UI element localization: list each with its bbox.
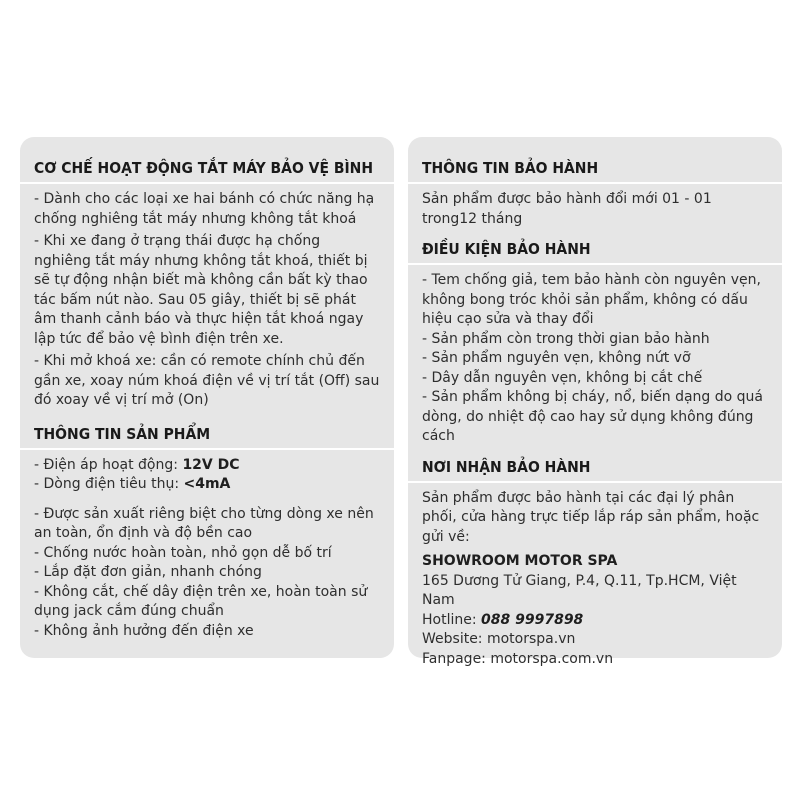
mechanism-item: - Khi xe đang ở trạng thái được hạ chống nghiêng tắt máy nhưng không tắt khoá, thiết bị sẽ tự động nhận biết mà không cần bất kỳ thao tác bấm nút nào. Sau 05 giây, thiết bị sẽ phát âm thanh cảnh báo và thực hiện tắt khoá ngay lập tức để bảo vệ bình điện trên xe. <box>34 233 368 347</box>
current-value: <4mA <box>183 476 231 492</box>
condition-item: - Sản phẩm nguyên vẹn, không nứt vỡ <box>422 350 691 366</box>
feature-item: - Không ảnh hưởng đến điện xe <box>34 622 254 639</box>
right-panel <box>408 137 782 667</box>
section-divider <box>20 182 394 184</box>
product-info-title: THÔNG TIN SẢN PHẨM <box>34 424 211 443</box>
feature-item: - Chống nước hoàn toàn, nhỏ gọn dễ bố trí <box>34 544 332 561</box>
hotline-value[interactable]: 088 9997898 <box>481 611 584 628</box>
condition-item: - Sản phẩm còn trong thời gian bảo hành <box>422 330 710 347</box>
feature-item: - Không cắt, chế dây điện trên xe, hoàn toàn sử dụng jack cắm đúng chuẩn <box>34 583 368 619</box>
left-panel <box>20 137 394 658</box>
showroom-name: SHOWROOM MOTOR SPA <box>422 553 618 569</box>
showroom-address: 165 Dương Tử Giang, P.4, Q.11, Tp.HCM, Việt Nam <box>422 572 737 608</box>
mechanism-item: - Khi mở khoá xe: cần có remote chính chủ đến gần xe, xoay núm khoá điện về vị trí tắt (Off) sau đó xoay về vị trí mở (On) <box>34 353 380 408</box>
product-info-section <box>34 424 380 642</box>
warranty-place-section <box>422 457 768 670</box>
mechanism-section <box>34 158 380 411</box>
condition-item: - Dây dẫn nguyên vẹn, không bị cắt chế <box>422 369 703 386</box>
warranty-place-title: NƠI NHẬN BẢO HÀNH <box>422 457 591 476</box>
website-line[interactable]: Website: motorspa.vn <box>422 631 576 647</box>
condition-item: - Tem chống giả, tem bảo hành còn nguyên vẹn, không bong tróc khỏi sản phẩm, không có dấu hiệu cạo sửa và thay đổi <box>422 272 761 327</box>
section-divider <box>408 263 782 265</box>
warranty-info-text: Sản phẩm được bảo hành đổi mới 01 - 01 trong12 tháng <box>422 191 712 227</box>
voltage-label: - Điện áp hoạt động: <box>34 456 183 473</box>
warranty-conditions-title: ĐIỀU KIỆN BẢO HÀNH <box>422 240 591 258</box>
fanpage-line[interactable]: Fanpage: motorspa.com.vn <box>422 650 614 667</box>
condition-item: - Sản phẩm không bị cháy, nổ, biến dạng do quá dòng, do nhiệt độ cao hay sử dụng không đúng cách <box>422 389 764 444</box>
feature-item: - Lắp đặt đơn giản, nhanh chóng <box>34 564 262 580</box>
warranty-place-intro: Sản phẩm được bảo hành tại các đại lý phân phối, cửa hàng trực tiếp lắp ráp sản phẩm, hoặc gửi về: <box>422 489 760 545</box>
warranty-conditions-section <box>422 239 768 447</box>
current-label: - Dòng điện tiêu thụ: <box>34 476 184 492</box>
section-divider <box>408 182 782 184</box>
voltage-value: 12V DC <box>182 456 240 473</box>
voltage-line <box>34 456 380 476</box>
hotline-line <box>422 611 768 631</box>
current-line <box>34 475 380 495</box>
feature-item: - Được sản xuất riêng biệt cho từng dòng xe nên an toàn, ổn định và độ bền cao <box>34 505 374 541</box>
section-divider <box>408 481 782 483</box>
section-divider <box>20 448 394 450</box>
hotline-label: Hotline: <box>422 611 482 628</box>
mechanism-title: CƠ CHẾ HOẠT ĐỘNG TẮT MÁY BẢO VỆ BÌNH <box>34 159 373 177</box>
warranty-info-title: THÔNG TIN BẢO HÀNH <box>422 159 599 177</box>
mechanism-item: - Dành cho các loại xe hai bánh có chức năng hạ chống nghiêng tắt máy nhưng không tắt khoá <box>34 191 375 227</box>
warranty-info-section <box>422 158 768 229</box>
